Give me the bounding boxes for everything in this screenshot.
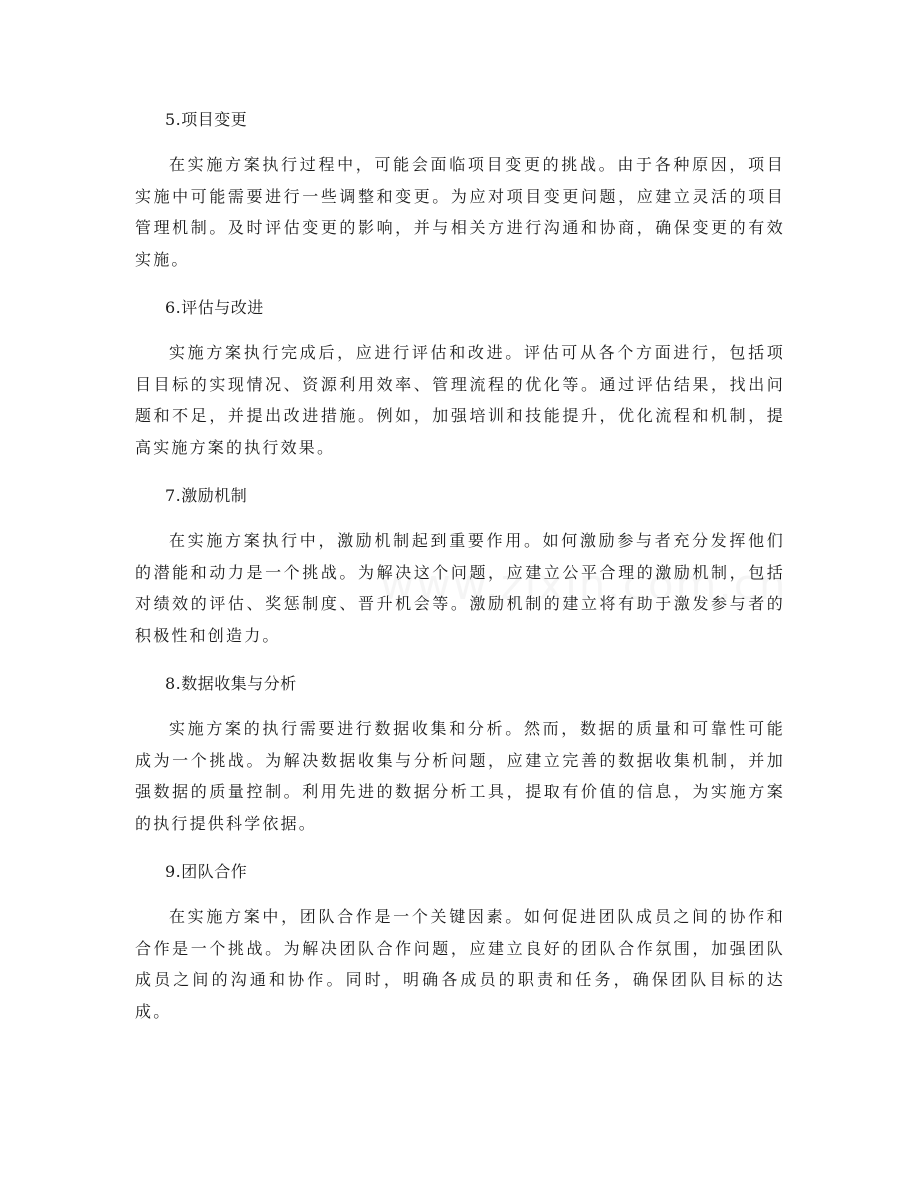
section-incentive-mechanism	[135, 480, 785, 651]
section-heading: 8.数据收集与分析	[165, 674, 297, 693]
section-heading: 6.评估与改进	[165, 298, 264, 317]
section-data-analysis	[135, 668, 785, 839]
section-paragraph: 在实施方案执行过程中，可能会面临项目变更的挑战。由于各种原因，项目实施中可能需要进行一些调整和变更。为应对项目变更问题，应建立灵活的项目管理机制。及时评估变更的影响，并与相关方进行沟通和协商，确保变更的有效实施。	[135, 155, 785, 269]
section-paragraph: 在实施方案中，团队合作是一个关键因素。如何促进团队成员之间的协作和合作是一个挑战。为解决团队合作问题，应建立良好的团队合作氛围，加强团队成员之间的沟通和协作。同时，明确各成员的职责和任务，确保团队目标的达成。	[135, 907, 785, 1021]
section-paragraph: 在实施方案执行中，激励机制起到重要作用。如何激励参与者充分发挥他们的潜能和动力是一个挑战。为解决这个问题，应建立公平合理的激励机制，包括对绩效的评估、奖惩制度、晋升机会等。激励机制的建立将有助于激发参与者的积极性和创造力。	[135, 531, 785, 645]
section-heading: 7.激励机制	[165, 486, 248, 505]
section-teamwork	[135, 856, 785, 1027]
document-content	[135, 104, 785, 1044]
section-evaluation-improvement	[135, 292, 785, 463]
section-paragraph: 实施方案执行完成后，应进行评估和改进。评估可从各个方面进行，包括项目目标的实现情况、资源利用效率、管理流程的优化等。通过评估结果，找出问题和不足，并提出改进措施。例如，加强培训和技能提升，优化流程和机制，提高实施方案的执行效果。	[135, 343, 785, 457]
section-project-change	[135, 104, 785, 275]
section-heading: 5.项目变更	[165, 110, 248, 129]
section-paragraph: 实施方案的执行需要进行数据收集和分析。然而，数据的质量和可靠性可能成为一个挑战。为解决数据收集与分析问题，应建立完善的数据收集机制，并加强数据的质量控制。利用先进的数据分析工具，提取有价值的信息，为实施方案的执行提供科学依据。	[135, 719, 785, 833]
section-heading: 9.团队合作	[165, 862, 248, 881]
